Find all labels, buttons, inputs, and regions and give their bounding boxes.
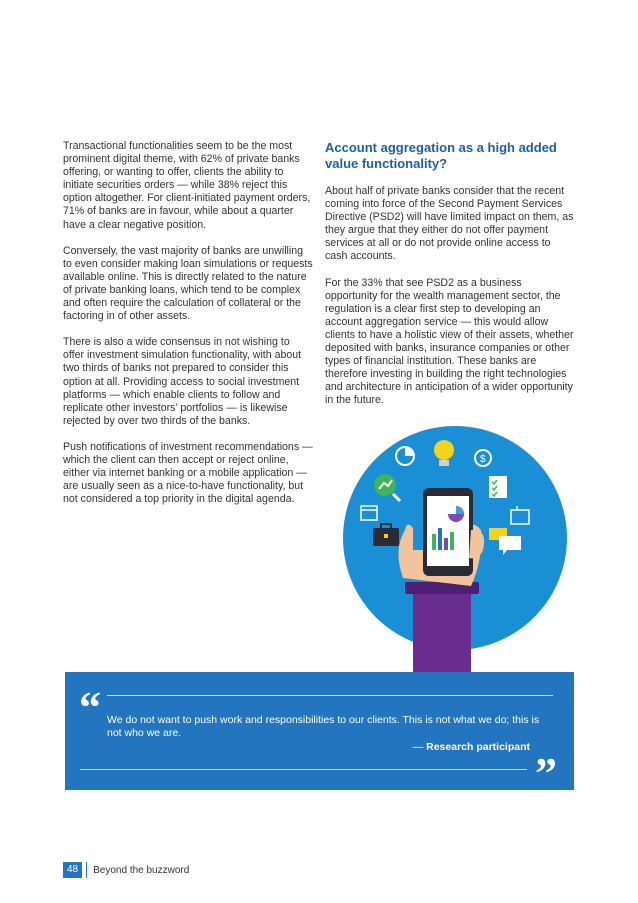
section-heading: Account aggregation as a high added value functionality? [325, 140, 557, 171]
quote-rule-top [107, 695, 553, 696]
attribution-dash: — [412, 741, 427, 753]
pull-quote [65, 672, 574, 798]
page-number: 48 [63, 862, 82, 878]
open-quote-mark: “ [79, 683, 101, 732]
left-paragraph-3: There is also a wide consensus in not wishing to offer investment simulation functionality, with about two thirds of banks not prepared to consider this option at all. Providing access to social investment platforms — which enable clients to follow and replicate other investors’ portfolios — is likewise rejected by over two thirds of the banks. [63, 336, 302, 427]
checklist-icon [489, 476, 507, 498]
left-paragraph-1: Transactional functionalities seem to be the most prominent digital theme, with 62% of private banks offering, or wanting to offer, clients the ability to initiate securities orders — while 38% reject this option altogether. For client-initiated payment orders, 71% of banks are in favour, while about a quarter have a clear negative position. [63, 140, 311, 231]
illustration-svg [343, 410, 573, 672]
right-paragraph-2: For the 33% that see PSD2 as a business opportunity for the wealth management sector, the regulation is a clear first step to developing an account aggregation service — this would allow clients to have a holistic view of their assets, whether deposited with banks, insurance companies or other types of financial institution. These banks are therefore investing in building the right technologies and architecture in anticipation of a wider opportunity in the future. [325, 276, 574, 407]
phone-hand-illustration [343, 410, 573, 672]
left-column [63, 140, 313, 519]
left-paragraph-4: Push notifications of investment recommendations — which the client can then accept or reject online, either via internet banking or a mobile application — are usually seen as a nice-to-have functionality, but not considered a top priority in the digital agenda. [63, 440, 313, 506]
footer-title: Beyond the buzzword [93, 864, 190, 876]
smartphone-icon [423, 488, 473, 576]
attribution-name: Research participant [426, 741, 530, 753]
svg-text:$: $ [480, 454, 486, 465]
quote-rule-bottom [80, 769, 527, 770]
right-paragraph-1: About half of private banks consider that the recent coming into force of the Second Payment Services Directive (PSD2) will have limited impact on them, as they argue that they either do not offer payment services at all or do not provide online access to cash accounts. [325, 185, 574, 263]
footer-divider [86, 862, 87, 878]
quote-text: We do not want to push work and responsibilities to our clients. This is not what we do; this is not who we are. [107, 714, 540, 739]
right-column [325, 140, 575, 421]
close-quote-mark: ” [535, 749, 557, 798]
sleeve-shape [413, 588, 471, 672]
left-paragraph-2: Conversely, the vast majority of banks are unwilling to even consider making loan simulations or requests available online. This is directly related to the nature of private banking loans, which tend to be complex and often require the calculation of collateral or the factoring in of other assets. [63, 244, 313, 323]
page-footer [63, 862, 189, 878]
quote-attribution [413, 741, 530, 753]
